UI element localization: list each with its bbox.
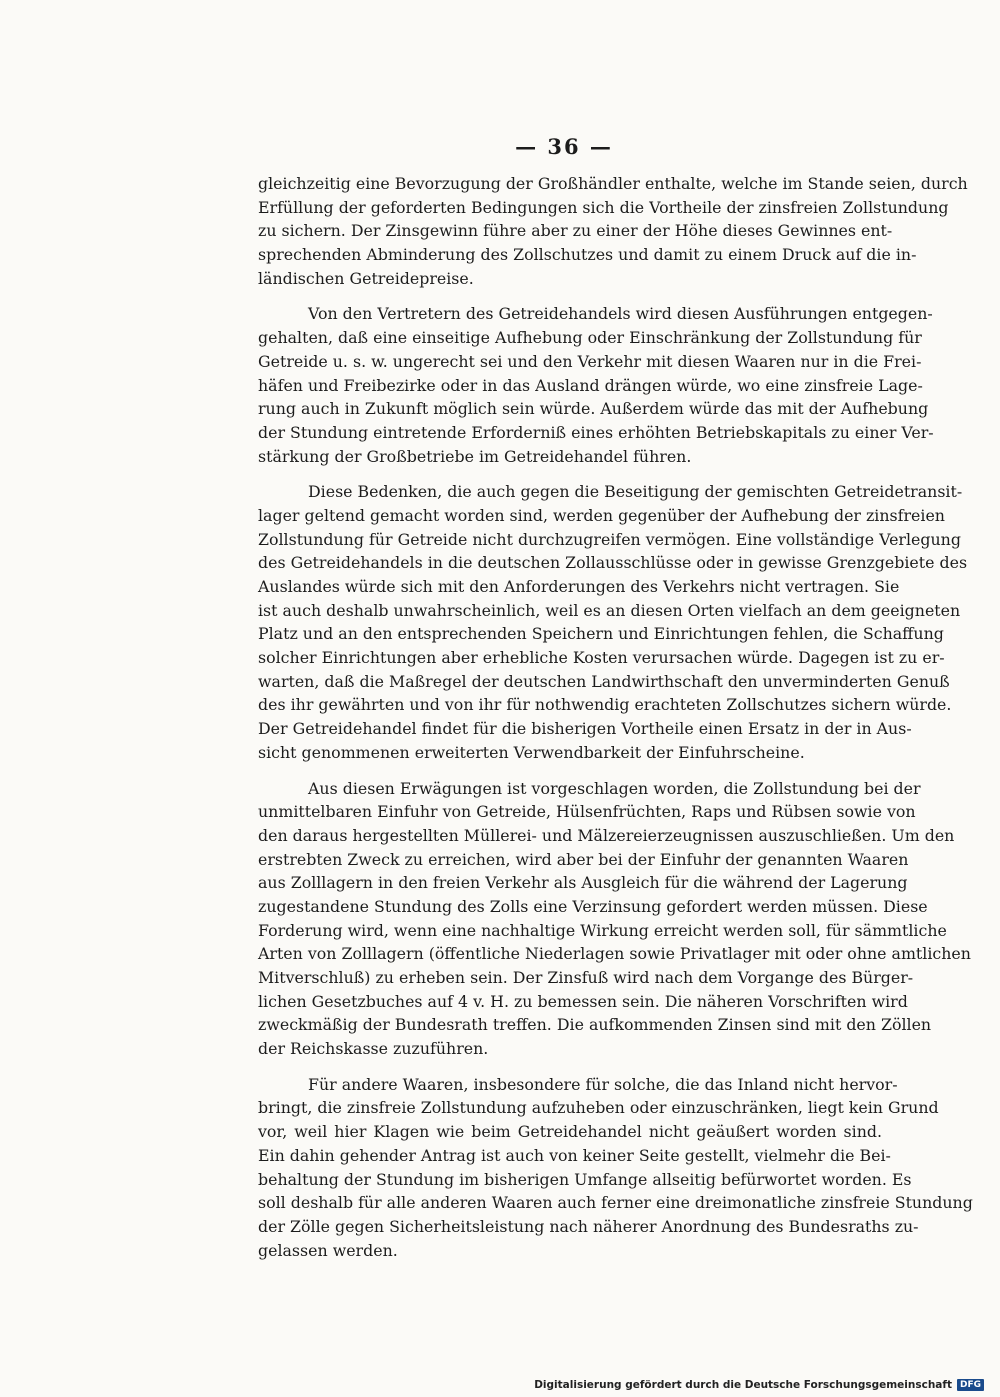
text-line: Getreide u. s. w. ungerecht sei und den Verkehr mit diesen Waaren nur in die Frei- [258, 351, 922, 371]
text-line: aus Zolllagern in den freien Verkehr als Ausgleich für die während der Lagerung [258, 873, 908, 893]
text-line: soll deshalb für alle anderen Waaren auch ferner eine dreimonatliche zinsfreie Stundung [258, 1193, 973, 1213]
text-line: zu sichern. Der Zinsgewinn führe aber zu einer der Höhe dieses Gewinnes ent- [258, 221, 893, 241]
text-line: erstrebten Zweck zu erreichen, wird aber bei der Einfuhr der genannten Waaren [258, 849, 909, 869]
text-line: Auslandes würde sich mit den Anforderungen des Verkehrs nicht vertragen. Sie [258, 577, 900, 596]
text-line: ländischen Getreidepreise. [258, 268, 474, 288]
text-line: Von den Vertretern des Getreidehandels wird diesen Ausführungen entgegen- [308, 304, 933, 324]
text-line: warten, daß die Maßregel der deutschen Landwirthschaft den unverminderten Genuß [258, 671, 950, 691]
text-line: Für andere Waaren, insbesondere für solche, die das Inland nicht hervor- [308, 1074, 898, 1094]
text-line: Erfüllung der geforderten Bedingungen sich die Vortheile der zinsfreien Zollstundung [258, 197, 949, 217]
paragraph [258, 480, 968, 764]
text-line: häfen und Freibezirke oder in das Ausland drängen würde, wo eine zinsfreie Lage- [258, 375, 923, 395]
text-line: sprechenden Abminderung des Zollschutzes und damit zu einem Druck auf die in- [258, 245, 917, 265]
text-line: gelassen werden. [258, 1240, 398, 1260]
text-line: den daraus hergestellten Müllerei- und Mälzereierzeugnissen auszuschließen. Um den [258, 825, 955, 845]
text-line: rung auch in Zukunft möglich sein würde. Außerdem würde das mit der Aufhebung [258, 399, 929, 419]
footer-credit [534, 1379, 984, 1391]
text-line: vor, weil hier Klagen wie beim Getreidehandel nicht geäußert worden sind. [258, 1122, 882, 1142]
text-line: bringt, die zinsfreie Zollstundung aufzuheben oder einzuschränken, liegt kein Grund [258, 1098, 939, 1118]
text-line: Ein dahin gehender Antrag ist auch von keiner Seite gestellt, vielmehr die Bei- [258, 1145, 891, 1165]
text-line: behaltung der Stundung im bisherigen Umfange allseitig befürwortet worden. Es [258, 1169, 912, 1189]
text-line: lichen Gesetzbuches auf 4 v. H. zu bemessen sein. Die näheren Vorschriften wird [258, 991, 908, 1011]
text-line: Forderung wird, wenn eine nachhaltige Wirkung erreicht werden soll, für sämmtliche [258, 920, 947, 940]
text-line: Zollstundung für Getreide nicht durchzugreifen vermögen. Eine vollständige Verlegung [258, 529, 961, 549]
text-line: stärkung der Großbetriebe im Getreidehandel führen. [258, 446, 692, 466]
text-line: Platz und an den entsprechenden Speichern und Einrichtungen fehlen, die Schaffung [258, 624, 944, 644]
text-line: der Stundung eintretende Erforderniß eines erhöhten Betriebskapitals zu einer Ver- [258, 422, 934, 442]
text-line: ist auch deshalb unwahrscheinlich, weil es an diesen Orten vielfach an dem geeigneten [258, 600, 961, 620]
paragraph [258, 302, 934, 468]
text-line: der Zölle gegen Sicherheitsleistung nach näherer Anordnung des Bundesraths zu- [258, 1216, 919, 1236]
text-line: Der Getreidehandel findet für die bisherigen Vortheile einen Ersatz in der in Aus- [258, 719, 912, 739]
text-line: Aus diesen Erwägungen ist vorgeschlagen worden, die Zollstundung bei der [308, 778, 921, 798]
text-line: gehalten, daß eine einseitige Aufhebung oder Einschränkung der Zollstundung für [258, 328, 922, 348]
footer-credit-text: Digitalisierung gefördert durch die Deutsche Forschungsgemeinschaft [534, 1379, 952, 1391]
text-line: des Getreidehandels in die deutschen Zollausschlüsse oder in gewisse Grenzgebiete des [258, 553, 968, 573]
text-line: des ihr gewährten und von ihr für nothwendig erachteten Zollschutzes sichern würde. [258, 695, 952, 715]
text-line: zweckmäßig der Bundesrath treffen. Die aufkommenden Zinsen sind mit den Zöllen [258, 1015, 932, 1035]
dfg-logo: DFG [957, 1379, 984, 1391]
text-line: gleichzeitig eine Bevorzugung der Großhändler enthalte, welche im Stande seien, durch [258, 174, 968, 193]
text-line: Arten von Zolllagern (öffentliche Niederlagen sowie Privatlager mit oder ohne amtlichen [258, 944, 971, 964]
text-line: Mitverschluß) zu erheben sein. Der Zinsfuß wird nach dem Vorgange des Bürger- [258, 968, 914, 987]
text-line: sicht genommenen erweiterten Verwendbarkeit der Einfuhrscheine. [258, 742, 805, 762]
paragraph [258, 172, 968, 290]
text-line: solcher Einrichtungen aber erhebliche Kosten verursachen würde. Dagegen ist zu er- [258, 648, 945, 668]
text-line: unmittelbaren Einfuhr von Getreide, Hülsenfrüchten, Raps und Rübsen sowie von [258, 802, 916, 822]
paragraph [258, 777, 971, 1061]
paragraph [258, 1073, 973, 1263]
text-line: der Reichskasse zuzuführen. [258, 1039, 489, 1059]
text-line: Diese Bedenken, die auch gegen die Beseitigung der gemischten Getreidetransit- [308, 482, 963, 502]
page-number: — 36 — [515, 134, 613, 159]
body-text [258, 172, 973, 1274]
text-line: zugestandene Stundung des Zolls eine Verzinsung gefordert werden müssen. Diese [258, 896, 928, 916]
text-line: lager geltend gemacht worden sind, werden gegenüber der Aufhebung der zinsfreien [258, 505, 945, 525]
